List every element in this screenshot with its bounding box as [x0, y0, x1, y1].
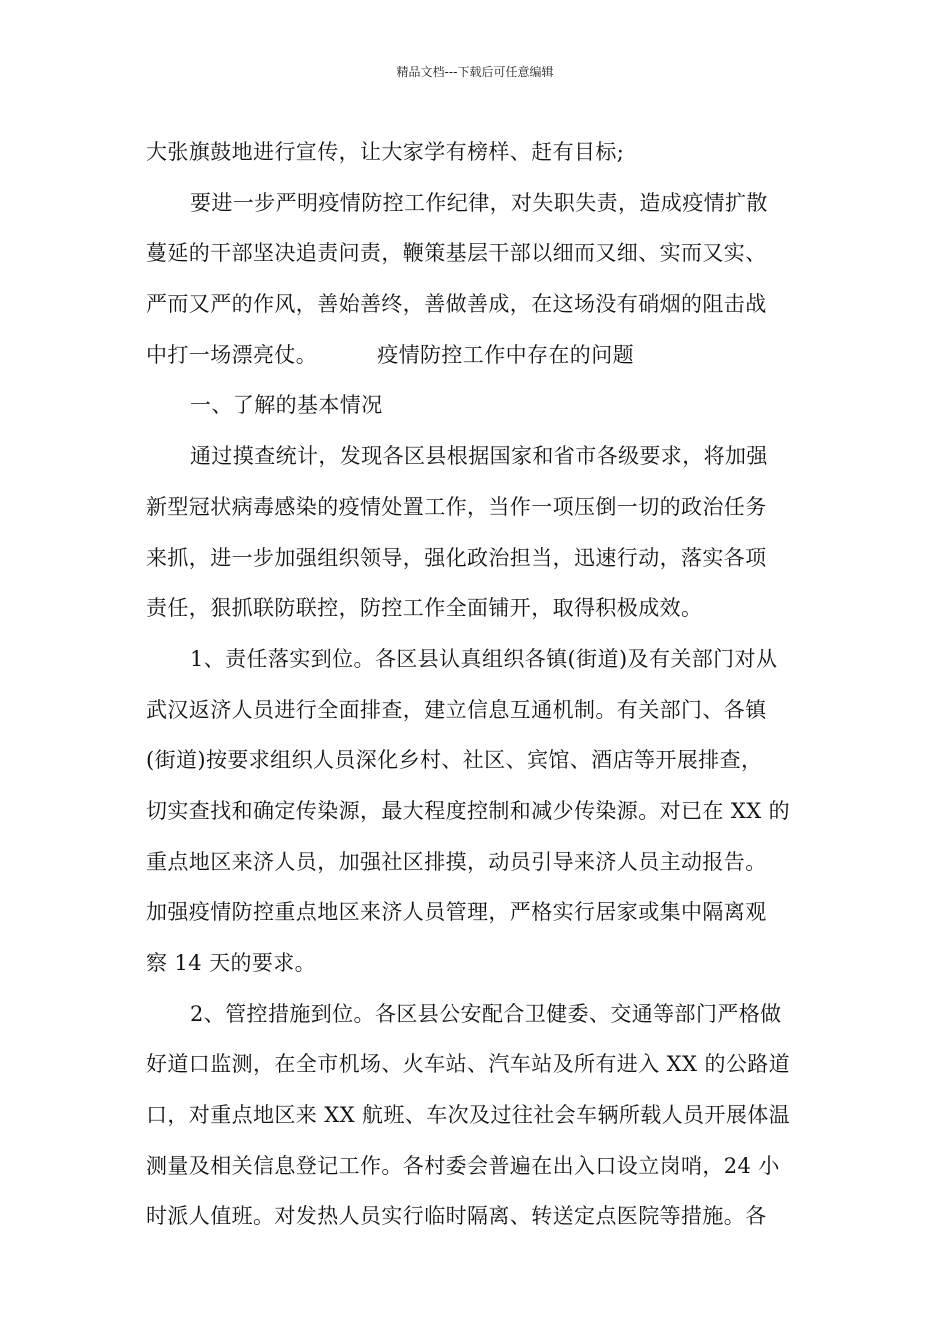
- text-line: 时派人值班。对发热人员实行临时隔离、转送定点医院等措施。各: [146, 1204, 767, 1229]
- text-line: 好道口监测，在全市机场、火车站、汽车站及所有进入 XX 的公路道: [146, 1052, 791, 1077]
- text-line: 新型冠状病毒感染的疫情处置工作，当作一项压倒一切的政治任务: [146, 494, 767, 519]
- text-line: (街道)按要求组织人员深化乡村、社区、宾馆、酒店等开展排查，: [146, 748, 763, 773]
- paragraph-start-line: 1、责任落实到位。各区县认真组织各镇(街道)及有关部门对从: [190, 646, 778, 671]
- text-line: 大张旗鼓地进行宣传，让大家学有榜样、赶有目标;: [146, 140, 625, 164]
- paragraph-start-line: 要进一步严明疫情防控工作纪律，对失职失责，造成疫情扩散: [190, 190, 768, 215]
- text-line: 责任，狠抓联防联控，防控工作全面铺开，取得积极成效。: [146, 596, 703, 621]
- text-line: 来抓，进一步加强组织领导，强化政治担当，迅速行动，落实各项: [146, 545, 767, 570]
- page-header: 精品文档---下载后可任意编辑: [396, 65, 554, 79]
- text-segment: 中打一场漂亮仗。: [146, 342, 318, 367]
- section-title: 疫情防控工作中存在的问题: [377, 342, 635, 367]
- document-body: [146, 130, 806, 1245]
- text-line-with-heading: [146, 333, 806, 384]
- text-line: 武汉返济人员进行全面排查，建立信息互通机制。有关部门、各镇: [146, 697, 767, 722]
- paragraph-start-line: 2、管控措施到位。各区县公安配合卫健委、交通等部门严格做: [190, 1001, 782, 1026]
- paragraph-start-line: 通过摸查统计，发现各区县根据国家和省市各级要求，将加强: [190, 444, 768, 469]
- text-line: 蔓延的干部坚决追责问责，鞭策基层干部以细而又细、实而又实、: [146, 241, 767, 266]
- text-line: 加强疫情防控重点地区来济人员管理，严格实行居家或集中隔离观: [146, 900, 767, 925]
- text-line: 切实查找和确定传染源，最大程度控制和减少传染源。对已在 XX 的: [146, 798, 791, 823]
- text-line: 测量及相关信息登记工作。各村委会普遍在出入口设立岗哨，24 小: [146, 1153, 780, 1178]
- text-line: 口，对重点地区来 XX 航班、车次及过往社会车辆所载人员开展体温: [146, 1103, 791, 1128]
- section-heading: 一、了解的基本情况: [190, 393, 383, 418]
- text-line: 察 14 天的要求。: [146, 951, 317, 975]
- text-line: 重点地区来济人员，加强社区排摸，动员引导来济人员主动报告。: [146, 849, 767, 874]
- text-line: 严而又严的作风，善始善终，善做善成，在这场没有硝烟的阻击战: [146, 292, 767, 317]
